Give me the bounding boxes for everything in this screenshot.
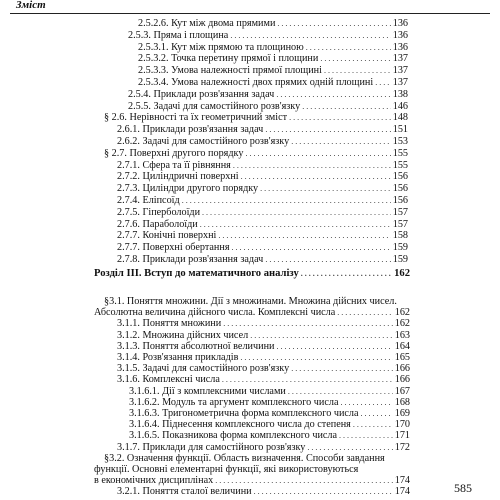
toc-page: 162 bbox=[394, 318, 410, 330]
toc-label: 3.1.5. Задачі для самостійного розв'язку bbox=[117, 363, 290, 375]
toc-label: 2.6.1. Приклади розв'язання задач bbox=[117, 124, 264, 136]
toc-page: 137 bbox=[392, 77, 408, 88]
toc-page: 157 bbox=[392, 206, 408, 218]
toc-label: 3.1.6.4. Піднесення комплексного числа до степеня bbox=[129, 419, 351, 431]
toc-label: 2.7.7. Поверхні обертання bbox=[117, 242, 230, 254]
toc-page: 137 bbox=[392, 65, 408, 77]
header-title: Зміст bbox=[16, 0, 46, 11]
toc-page: 153 bbox=[392, 136, 408, 147]
toc-label: функції. Основні елементарні функції, які використовуються bbox=[94, 464, 359, 475]
toc-page: 166 bbox=[394, 363, 410, 375]
toc-page: 167 bbox=[394, 385, 410, 397]
toc-label: 3.1.3. Поняття абсолютної величини bbox=[117, 340, 275, 352]
toc-label: 3.1.4. Розв'язання прикладів bbox=[117, 352, 239, 363]
toc-page: 155 bbox=[392, 147, 408, 159]
toc-page: 136 bbox=[392, 41, 408, 53]
toc-page: 136 bbox=[392, 29, 408, 41]
toc-label: 3.2.1. Поняття сталої величини bbox=[117, 486, 252, 498]
toc-label: 2.7.5. Гіперболоїди bbox=[117, 206, 201, 218]
toc-page: 162 bbox=[394, 307, 410, 319]
toc-label: 2.5.4. Приклади розв'язання задач bbox=[128, 88, 275, 100]
toc-page: 159 bbox=[392, 242, 408, 254]
toc-label: 3.1.1. Поняття множини bbox=[117, 318, 222, 330]
toc-label: 2.5.3.3. Умова належності прямої площині bbox=[138, 65, 322, 77]
toc-label: 3.1.6.1. Дії з комплексними числами bbox=[129, 385, 286, 397]
toc-label: 2.7.2. Циліндричні поверхні bbox=[117, 171, 239, 183]
toc-label: 2.6.2. Задачі для самостійного розв'язку bbox=[117, 136, 290, 147]
page-number: 585 bbox=[454, 481, 472, 495]
toc-label: в економічних дисциплінах bbox=[94, 475, 214, 487]
toc-label: 3.1.6.2. Модуль та аргумент комплексного числа bbox=[129, 396, 339, 408]
toc-label: 3.1.6. Комплексні числа bbox=[117, 374, 220, 386]
toc-page: 146 bbox=[392, 100, 408, 112]
toc-page: 171 bbox=[394, 430, 410, 442]
toc-page: 138 bbox=[392, 88, 408, 100]
toc-page: 156 bbox=[392, 171, 408, 183]
toc-label: 2.5.3. Пряма і площина bbox=[128, 29, 229, 41]
toc-label: 2.5.3.1. Кут між прямою та площиною bbox=[138, 41, 304, 53]
toc-label: 2.5.5. Задачі для самостійного розв'язку bbox=[128, 100, 301, 112]
toc-page: 174 bbox=[394, 475, 410, 487]
toc-label: 2.5.3.2. Точка перетину прямої і площини bbox=[138, 53, 319, 65]
toc-page: 159 bbox=[392, 254, 408, 265]
toc-page: 164 bbox=[394, 340, 410, 352]
toc-page: 137 bbox=[392, 53, 408, 65]
toc-label: 3.1.6.3. Тригонометрична форма комплексного числа bbox=[129, 408, 359, 419]
toc-label: 2.7.4. Еліпсоїд bbox=[117, 195, 180, 206]
toc-label: 3.1.7. Приклади для самостійного розв'язку bbox=[117, 441, 306, 453]
toc-page: 136 bbox=[392, 18, 408, 29]
toc-label: § 2.6. Нерівності та їх геометричний зміст bbox=[104, 112, 288, 124]
toc-label: 2.7.7. Конічні поверхні bbox=[117, 230, 217, 242]
toc-page: 165 bbox=[394, 352, 410, 363]
toc-page: 151 bbox=[392, 124, 408, 136]
toc-label: 2.7.1. Сфера та її рівняння bbox=[117, 159, 231, 171]
toc-page: 174 bbox=[394, 486, 410, 498]
toc-page: 156 bbox=[392, 195, 408, 206]
toc-page: 155 bbox=[392, 159, 408, 171]
toc-label: 2.7.3. Циліндри другого порядку bbox=[117, 183, 259, 195]
toc-label: § 2.7. Поверхні другого порядку bbox=[104, 147, 244, 159]
toc-page: 172 bbox=[394, 441, 410, 453]
toc-label: 2.5.2.6. Кут між двома прямими bbox=[138, 18, 276, 29]
toc-page: 157 bbox=[392, 218, 408, 230]
toc-label: Абсолютна величина дійсного числа. Комплексні числа bbox=[94, 307, 336, 319]
toc-label: Розділ III. Вступ до математичного аналізу bbox=[94, 267, 299, 279]
toc-label: §3.2. Означення функції. Область визначення. Способи завдання bbox=[104, 452, 385, 464]
toc-page: 158 bbox=[392, 230, 408, 242]
toc-label: §3.1. Поняття множини. Дії з множинами. Множина дійсних чисел. bbox=[104, 296, 397, 307]
toc-label: 3.1.6.5. Показникова форма комплексного числа bbox=[129, 430, 338, 442]
toc-page: 170 bbox=[394, 419, 410, 431]
toc-label: 2.5.3.4. Умова належності двох прямих одній площині bbox=[138, 77, 374, 88]
toc-page: 148 bbox=[392, 112, 408, 124]
toc-page: 168 bbox=[394, 396, 410, 408]
toc-page: 163 bbox=[394, 329, 410, 341]
toc-page: 166 bbox=[394, 374, 410, 386]
toc-page: 156 bbox=[392, 183, 408, 195]
toc-label: 2.7.6. Параболоїди bbox=[117, 218, 198, 230]
toc-label: 2.7.8. Приклади розв'язання задач bbox=[117, 254, 264, 265]
toc-label: 3.1.2. Множина дійсних чисел bbox=[117, 329, 249, 341]
toc-page: 162 bbox=[394, 267, 410, 279]
toc-page: 169 bbox=[394, 408, 410, 419]
